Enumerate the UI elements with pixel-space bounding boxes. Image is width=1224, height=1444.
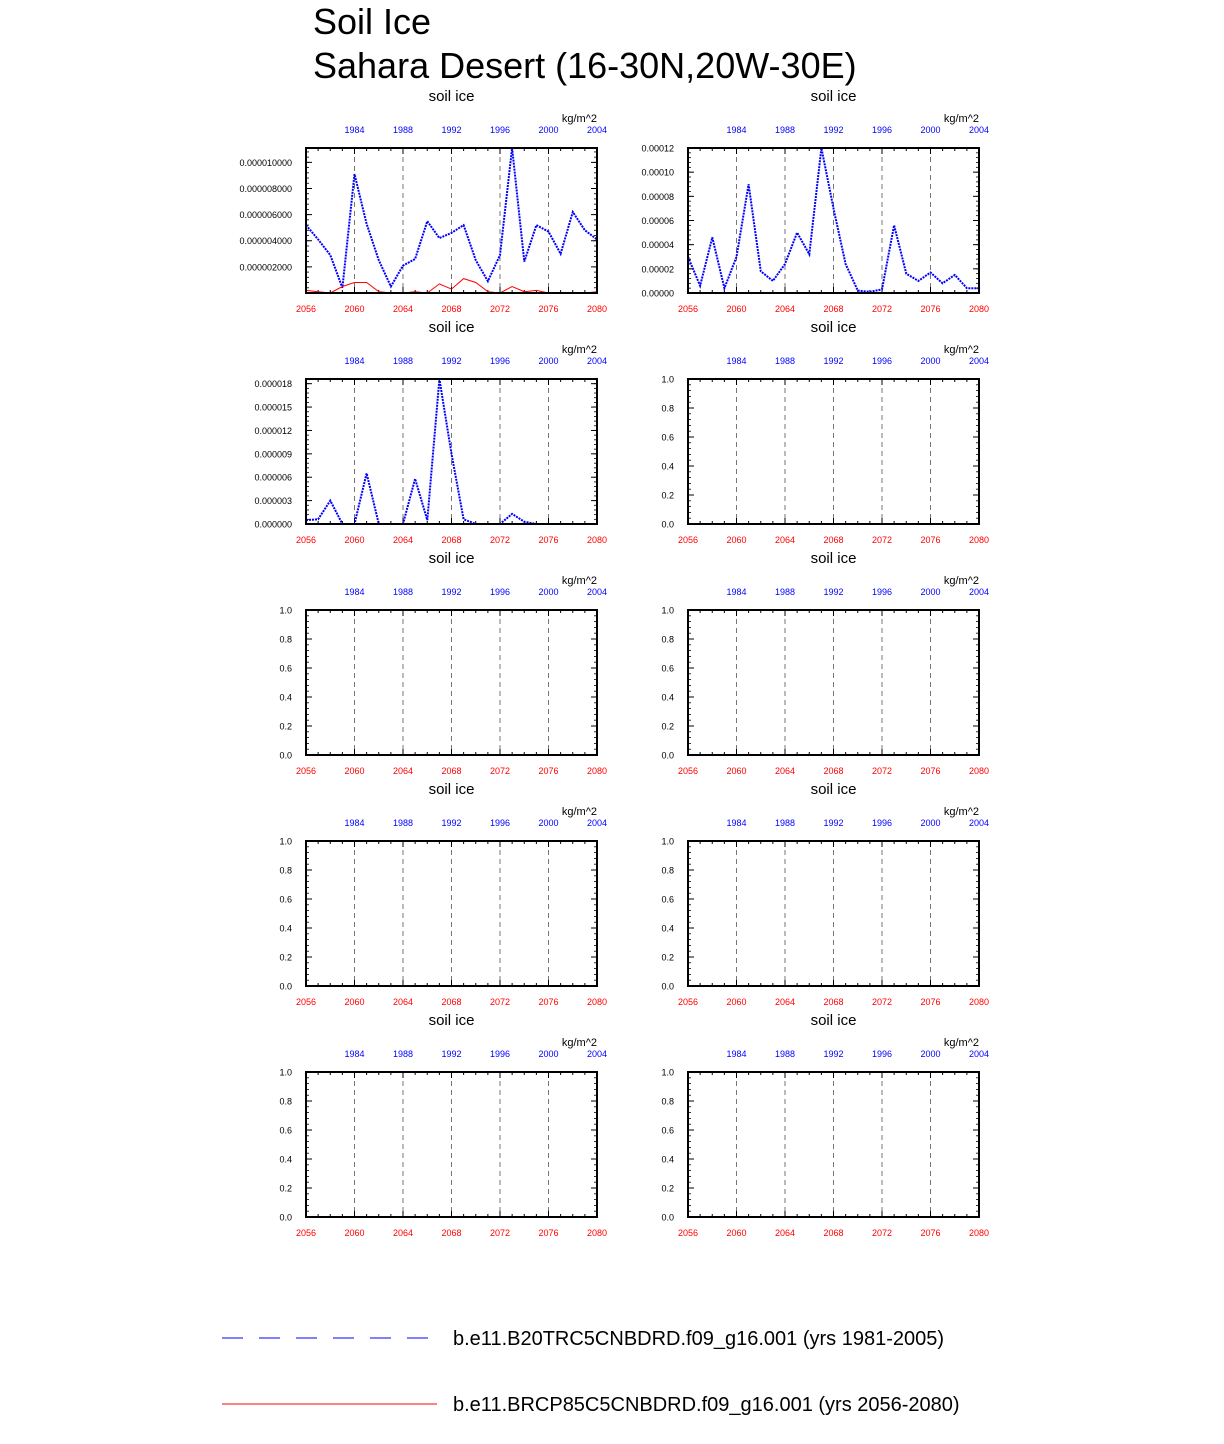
y-tick-label: 0.00008 (641, 191, 674, 202)
top-tick-label: 1988 (392, 356, 414, 366)
top-tick-label: 1992 (823, 356, 844, 366)
top-tick-label: 1988 (392, 125, 414, 135)
y-tick-label: 0.000015 (254, 402, 292, 413)
bottom-tick-label: 2068 (823, 997, 844, 1007)
y-tick-label: 0.2 (661, 490, 674, 501)
bottom-tick-label: 2076 (920, 997, 941, 1007)
top-tick-label: 2000 (538, 1049, 559, 1059)
top-tick-label: 1992 (823, 125, 844, 135)
y-tick-label: 0.2 (279, 721, 292, 732)
y-tick-label: 0.8 (279, 634, 292, 645)
y-tick-label: 0.0 (661, 1212, 674, 1223)
bottom-tick-label: 2056 (295, 997, 317, 1007)
panel-title: soil ice (428, 88, 475, 105)
y-tick-label: 0.00000 (641, 288, 674, 299)
top-tick-label: 2000 (920, 125, 941, 135)
y-tick-label: 0.4 (661, 1154, 674, 1165)
units-label: kg/m^2 (943, 344, 979, 356)
top-tick-label: 1996 (871, 587, 893, 597)
top-tick-label: 2000 (538, 356, 559, 366)
panel-title: soil ice (810, 88, 857, 105)
units-label: kg/m^2 (943, 806, 979, 818)
bottom-tick-label: 2076 (538, 997, 559, 1007)
y-tick-label: 0.000009 (254, 449, 292, 460)
top-tick-label: 1988 (392, 1049, 414, 1059)
y-tick-label: 0.0 (661, 981, 674, 992)
bottom-tick-label: 2056 (677, 535, 699, 545)
panel-8 (661, 781, 989, 1007)
bottom-tick-label: 2072 (489, 1228, 511, 1238)
y-tick-label: 0.2 (661, 952, 674, 963)
bottom-tick-label: 2080 (968, 535, 990, 545)
top-tick-label: 1996 (489, 356, 511, 366)
y-tick-label: 0.0 (661, 750, 674, 761)
panel-7 (279, 781, 607, 1007)
legend (222, 1328, 960, 1416)
y-tick-label: 0.6 (661, 894, 674, 905)
y-tick-label: 0.000003 (254, 496, 292, 507)
y-tick-label: 0.8 (661, 865, 674, 876)
bottom-tick-label: 2060 (726, 766, 747, 776)
panel-9 (279, 1012, 607, 1238)
y-tick-label: 0.000000 (254, 519, 292, 530)
y-tick-label: 0.0 (279, 1212, 292, 1223)
top-tick-label: 1984 (726, 1049, 747, 1059)
bottom-tick-label: 2076 (538, 304, 559, 314)
panel-title: soil ice (810, 781, 857, 798)
top-tick-label: 1984 (344, 1049, 365, 1059)
y-tick-label: 0.4 (661, 461, 674, 472)
y-tick-label: 0.4 (661, 692, 674, 703)
bottom-tick-label: 2080 (586, 1228, 608, 1238)
top-tick-label: 1984 (344, 587, 365, 597)
bottom-tick-label: 2060 (726, 304, 747, 314)
panel-4 (661, 319, 989, 545)
top-tick-label: 1984 (726, 356, 747, 366)
y-tick-label: 1.0 (279, 605, 292, 616)
y-tick-label: 0.6 (661, 432, 674, 443)
y-tick-label: 0.4 (279, 1154, 292, 1165)
bottom-tick-label: 2076 (920, 1228, 941, 1238)
bottom-tick-label: 2064 (392, 535, 414, 545)
panel-title: soil ice (428, 550, 475, 567)
panel-title: soil ice (428, 781, 475, 798)
y-tick-label: 0.000010000 (239, 157, 292, 168)
y-tick-label: 1.0 (279, 836, 292, 847)
top-tick-label: 1992 (441, 1049, 462, 1059)
y-tick-label: 0.6 (279, 663, 292, 674)
y-tick-label: 1.0 (279, 1067, 292, 1078)
top-tick-label: 1996 (871, 125, 893, 135)
bottom-tick-label: 2056 (295, 535, 317, 545)
top-tick-label: 2004 (586, 356, 608, 366)
y-tick-label: 1.0 (661, 836, 674, 847)
bottom-tick-label: 2064 (774, 997, 796, 1007)
panel-title: soil ice (810, 1012, 857, 1029)
bottom-tick-label: 2072 (489, 304, 511, 314)
top-tick-label: 2004 (586, 125, 608, 135)
top-tick-label: 1984 (726, 125, 747, 135)
bottom-tick-label: 2068 (441, 304, 462, 314)
bottom-tick-label: 2068 (441, 766, 462, 776)
top-tick-label: 2000 (538, 125, 559, 135)
top-tick-label: 1996 (489, 587, 511, 597)
bottom-tick-label: 2072 (871, 1228, 893, 1238)
top-tick-label: 1996 (489, 818, 511, 828)
top-tick-label: 1996 (871, 356, 893, 366)
bottom-tick-label: 2080 (968, 766, 990, 776)
bottom-tick-label: 2060 (726, 997, 747, 1007)
figure-title: Soil Ice (313, 1, 432, 42)
units-label: kg/m^2 (561, 344, 597, 356)
y-tick-label: 0.8 (279, 1096, 292, 1107)
y-tick-label: 0.000002000 (239, 262, 292, 273)
bottom-tick-label: 2076 (920, 766, 941, 776)
y-tick-label: 0.000012 (254, 425, 292, 436)
bottom-tick-label: 2060 (726, 1228, 747, 1238)
panel-title: soil ice (810, 550, 857, 567)
top-tick-label: 1996 (871, 818, 893, 828)
top-tick-label: 2000 (920, 818, 941, 828)
top-tick-label: 1996 (489, 1049, 511, 1059)
bottom-tick-label: 2064 (774, 535, 796, 545)
top-tick-label: 2004 (586, 1049, 608, 1059)
y-tick-label: 0.2 (661, 1183, 674, 1194)
bottom-tick-label: 2076 (538, 535, 559, 545)
y-tick-label: 0.8 (279, 865, 292, 876)
top-tick-label: 1988 (774, 125, 796, 135)
bottom-tick-label: 2072 (871, 766, 893, 776)
bottom-tick-label: 2072 (489, 766, 511, 776)
bottom-tick-label: 2060 (344, 304, 365, 314)
top-tick-label: 2000 (920, 356, 941, 366)
bottom-tick-label: 2064 (774, 1228, 796, 1238)
top-tick-label: 2004 (968, 818, 990, 828)
top-tick-label: 1984 (344, 356, 365, 366)
top-tick-label: 2000 (538, 587, 559, 597)
bottom-tick-label: 2056 (677, 1228, 699, 1238)
units-label: kg/m^2 (943, 113, 979, 125)
y-tick-label: 0.00012 (641, 143, 674, 154)
top-tick-label: 2000 (920, 587, 941, 597)
top-tick-label: 1992 (441, 818, 462, 828)
top-tick-label: 1992 (823, 818, 844, 828)
top-tick-label: 1984 (344, 125, 365, 135)
top-tick-label: 1984 (726, 587, 747, 597)
units-label: kg/m^2 (943, 1037, 979, 1049)
units-label: kg/m^2 (561, 806, 597, 818)
bottom-tick-label: 2076 (920, 304, 941, 314)
top-tick-label: 1992 (441, 125, 462, 135)
y-tick-label: 0.000006 (254, 472, 292, 483)
legend-label: b.e11.B20TRC5CNBDRD.f09_g16.001 (yrs 1981-2005) (453, 1328, 945, 1350)
top-tick-label: 2004 (586, 818, 608, 828)
panel-3 (254, 319, 607, 545)
panel-1 (239, 88, 607, 314)
bottom-tick-label: 2064 (392, 1228, 414, 1238)
y-tick-label: 0.000004000 (239, 236, 292, 247)
top-tick-label: 2004 (586, 587, 608, 597)
units-label: kg/m^2 (561, 575, 597, 587)
units-label: kg/m^2 (561, 1037, 597, 1049)
bottom-tick-label: 2064 (774, 304, 796, 314)
top-tick-label: 2000 (920, 1049, 941, 1059)
bottom-tick-label: 2068 (823, 535, 844, 545)
bottom-tick-label: 2080 (968, 304, 990, 314)
bottom-tick-label: 2068 (441, 997, 462, 1007)
bottom-tick-label: 2080 (586, 535, 608, 545)
y-tick-label: 0.6 (279, 894, 292, 905)
y-tick-label: 0.0 (279, 750, 292, 761)
bottom-tick-label: 2060 (344, 766, 365, 776)
y-tick-label: 0.00004 (641, 240, 674, 251)
bottom-tick-label: 2080 (586, 304, 608, 314)
y-tick-label: 0.6 (661, 1125, 674, 1136)
bottom-tick-label: 2080 (968, 997, 990, 1007)
bottom-tick-label: 2056 (295, 766, 317, 776)
y-tick-label: 0.00002 (641, 264, 674, 275)
y-tick-label: 1.0 (661, 374, 674, 385)
top-tick-label: 2004 (968, 587, 990, 597)
top-tick-label: 2004 (968, 125, 990, 135)
bottom-tick-label: 2056 (677, 997, 699, 1007)
y-tick-label: 0.6 (279, 1125, 292, 1136)
bottom-tick-label: 2080 (586, 766, 608, 776)
y-tick-label: 0.8 (661, 634, 674, 645)
legend-label: b.e11.BRCP85C5CNBDRD.f09_g16.001 (yrs 2056-2080) (453, 1394, 960, 1416)
panel-6 (661, 550, 989, 776)
bottom-tick-label: 2056 (295, 304, 317, 314)
y-tick-label: 0.6 (661, 663, 674, 674)
top-tick-label: 1988 (774, 356, 796, 366)
top-tick-label: 2000 (538, 818, 559, 828)
y-tick-label: 0.4 (661, 923, 674, 934)
top-tick-label: 1992 (823, 1049, 844, 1059)
top-tick-label: 1992 (441, 587, 462, 597)
y-tick-label: 0.000006000 (239, 210, 292, 221)
y-tick-label: 0.0 (279, 981, 292, 992)
bottom-tick-label: 2056 (295, 1228, 317, 1238)
panel-5 (279, 550, 607, 776)
y-tick-label: 1.0 (661, 605, 674, 616)
bottom-tick-label: 2076 (538, 1228, 559, 1238)
bottom-tick-label: 2068 (823, 766, 844, 776)
bottom-tick-label: 2072 (489, 535, 511, 545)
bottom-tick-label: 2064 (392, 304, 414, 314)
panel-2 (641, 88, 989, 314)
top-tick-label: 1988 (774, 818, 796, 828)
bottom-tick-label: 2068 (441, 535, 462, 545)
y-tick-label: 0.4 (279, 923, 292, 934)
y-tick-label: 0.8 (661, 1096, 674, 1107)
bottom-tick-label: 2080 (968, 1228, 990, 1238)
top-tick-label: 2004 (968, 356, 990, 366)
y-tick-label: 0.2 (279, 1183, 292, 1194)
bottom-tick-label: 2072 (489, 997, 511, 1007)
top-tick-label: 1988 (392, 818, 414, 828)
y-tick-label: 0.4 (279, 692, 292, 703)
y-tick-label: 1.0 (661, 1067, 674, 1078)
y-tick-label: 0.2 (661, 721, 674, 732)
bottom-tick-label: 2076 (920, 535, 941, 545)
panel-10 (661, 1012, 989, 1238)
bottom-tick-label: 2068 (823, 1228, 844, 1238)
panel-title: soil ice (810, 319, 857, 336)
top-tick-label: 1988 (774, 1049, 796, 1059)
bottom-tick-label: 2072 (871, 304, 893, 314)
bottom-tick-label: 2056 (677, 766, 699, 776)
bottom-tick-label: 2064 (774, 766, 796, 776)
y-tick-label: 0.000008000 (239, 183, 292, 194)
top-tick-label: 1988 (774, 587, 796, 597)
bottom-tick-label: 2064 (392, 766, 414, 776)
figure-subtitle: Sahara Desert (16-30N,20W-30E) (313, 45, 857, 86)
bottom-tick-label: 2060 (344, 535, 365, 545)
top-tick-label: 1988 (392, 587, 414, 597)
top-tick-label: 1984 (726, 818, 747, 828)
bottom-tick-label: 2080 (586, 997, 608, 1007)
top-tick-label: 1984 (344, 818, 365, 828)
units-label: kg/m^2 (943, 575, 979, 587)
y-tick-label: 0.0 (661, 519, 674, 530)
bottom-tick-label: 2068 (823, 304, 844, 314)
top-tick-label: 2004 (968, 1049, 990, 1059)
y-tick-label: 0.00010 (641, 167, 674, 178)
y-tick-label: 0.8 (661, 403, 674, 414)
panel-title: soil ice (428, 1012, 475, 1029)
bottom-tick-label: 2072 (871, 535, 893, 545)
bottom-tick-label: 2060 (726, 535, 747, 545)
bottom-tick-label: 2060 (344, 997, 365, 1007)
y-tick-label: 0.000018 (254, 379, 292, 390)
panel-title: soil ice (428, 319, 475, 336)
top-tick-label: 1996 (871, 1049, 893, 1059)
top-tick-label: 1992 (823, 587, 844, 597)
top-tick-label: 1992 (441, 356, 462, 366)
bottom-tick-label: 2068 (441, 1228, 462, 1238)
top-tick-label: 1996 (489, 125, 511, 135)
y-tick-label: 0.00006 (641, 216, 674, 226)
bottom-tick-label: 2064 (392, 997, 414, 1007)
units-label: kg/m^2 (561, 113, 597, 125)
bottom-tick-label: 2072 (871, 997, 893, 1007)
bottom-tick-label: 2060 (344, 1228, 365, 1238)
y-tick-label: 0.2 (279, 952, 292, 963)
bottom-tick-label: 2056 (677, 304, 699, 314)
bottom-tick-label: 2076 (538, 766, 559, 776)
